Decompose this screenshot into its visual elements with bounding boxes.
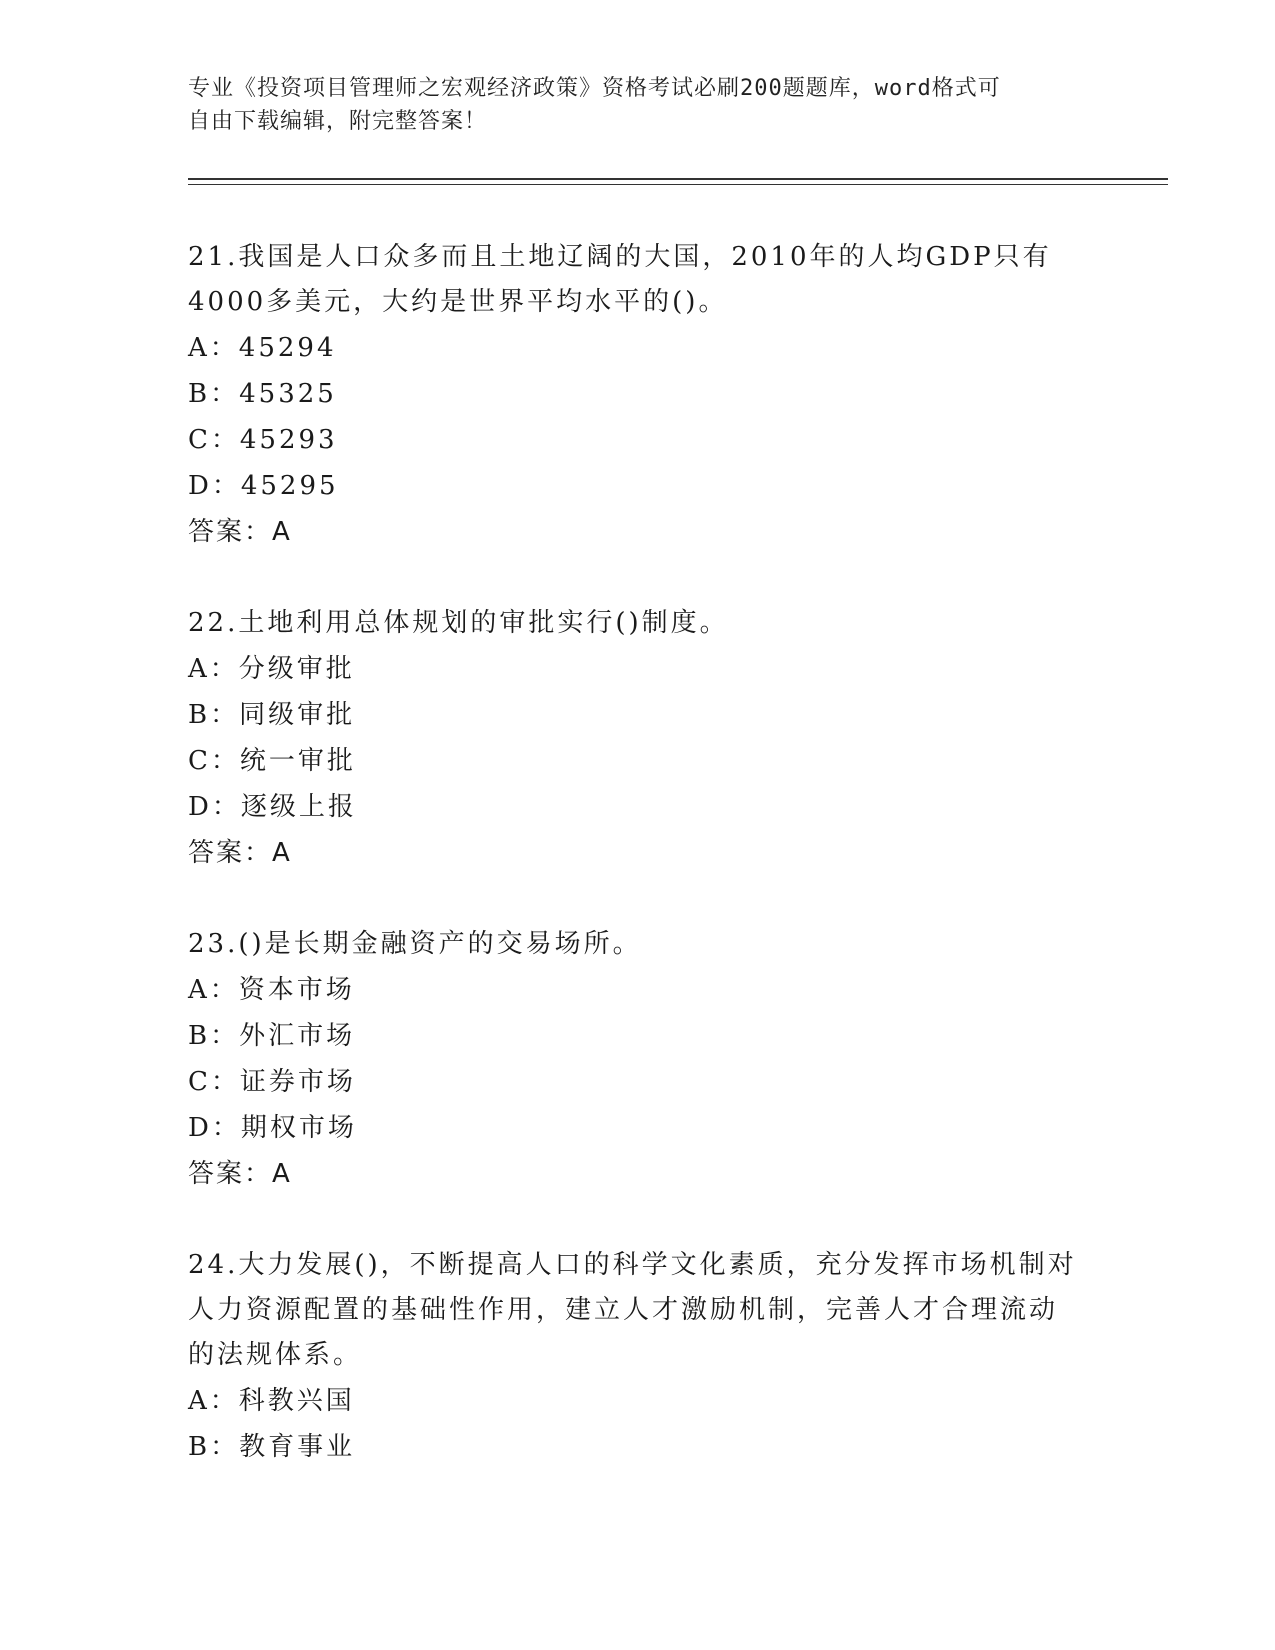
question-spacer [188, 1197, 1088, 1243]
option-d: D：45295 [188, 471, 339, 501]
answer-line: 答案：A [188, 838, 292, 868]
question-stem-continued: 人力资源配置的基础性作用，建立人才激励机制，完善人才合理流动 [188, 1295, 1059, 1325]
question-list [188, 235, 1088, 1470]
question-24 [188, 1243, 1088, 1470]
question-stem: 22.土地利用总体规划的审批实行()制度。 [188, 608, 729, 638]
question-22 [188, 601, 1088, 876]
option-a: A：资本市场 [188, 975, 355, 1005]
question-spacer [188, 876, 1088, 922]
question-23 [188, 922, 1088, 1197]
question-stem: 21.我国是人口众多而且土地辽阔的大国，2010年的人均GDP只有 [188, 242, 1052, 272]
question-spacer [188, 555, 1088, 601]
option-a: A：科教兴国 [188, 1386, 355, 1416]
header-divider-thin [188, 184, 1168, 185]
question-stem: 24.大力发展()，不断提高人口的科学文化素质，充分发挥市场机制对 [188, 1250, 1077, 1280]
option-c: C：证券市场 [188, 1067, 356, 1097]
answer-line: 答案：A [188, 1159, 292, 1189]
header-title-line-2: 自由下载编辑，附完整答案！ [188, 109, 488, 134]
option-b: B：外汇市场 [188, 1021, 356, 1051]
option-a: A：45294 [188, 333, 337, 363]
option-a: A：分级审批 [188, 654, 355, 684]
header-title-line-1: 专业《投资项目管理师之宏观经济政策》资格考试必刷200题题库，word格式可 [188, 76, 1001, 101]
question-stem: 23.()是长期金融资产的交易场所。 [188, 929, 642, 959]
document-header [188, 72, 1088, 138]
question-stem-continued: 的法规体系。 [188, 1340, 363, 1370]
question-21 [188, 235, 1088, 555]
answer-line: 答案：A [188, 517, 292, 547]
option-c: C：统一审批 [188, 746, 356, 776]
header-divider [188, 178, 1168, 180]
option-b: B：教育事业 [188, 1432, 356, 1462]
option-c: C：45293 [188, 425, 338, 455]
option-d: D：逐级上报 [188, 792, 357, 822]
option-b: B：同级审批 [188, 700, 356, 730]
option-d: D：期权市场 [188, 1113, 357, 1143]
question-stem-continued: 4000多美元，大约是世界平均水平的()。 [188, 287, 728, 317]
option-b: B：45325 [188, 379, 337, 409]
